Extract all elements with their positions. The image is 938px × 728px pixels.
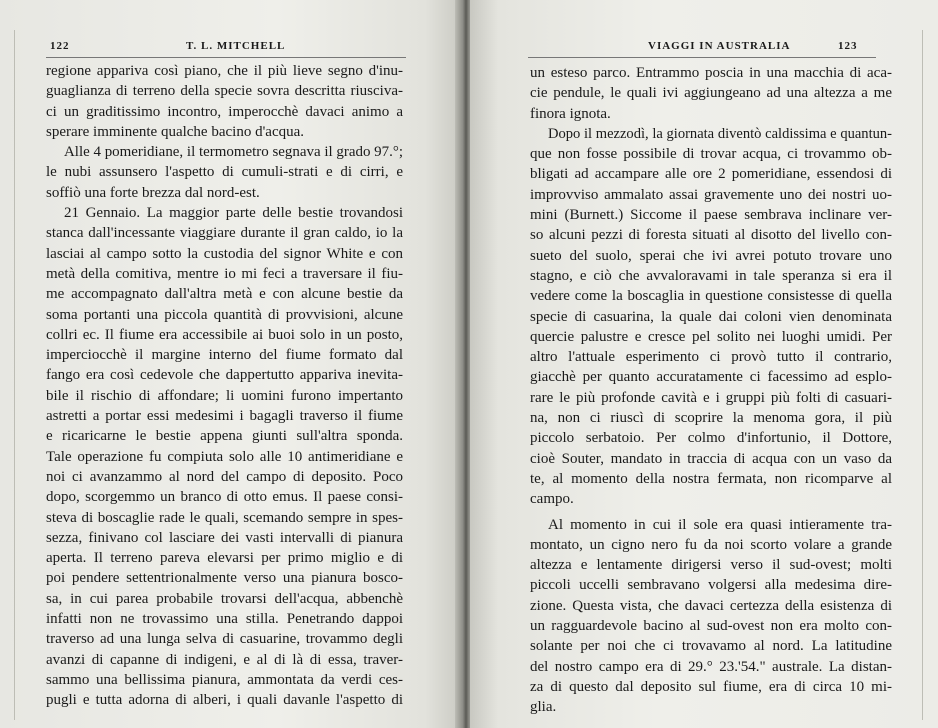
text-line: sperare imminente qualche bacino d'acqua. — [46, 123, 305, 140]
text-line: bile il rischio di affondare; li uomini furono impertanto — [46, 387, 403, 404]
text-line: stanca dall'incessante viaggiare durante il gran caldo, io la — [46, 225, 403, 242]
text-line: specie di casuarina, la quale dai coloni vien denominata — [530, 308, 892, 325]
text-line: un ragguardevole bacino al sud-ovest non era molto con- — [530, 618, 892, 635]
right-page — [470, 0, 938, 728]
right-header-title: VIAGGI IN AUSTRALIA — [648, 40, 791, 52]
left-page-text — [46, 61, 403, 711]
text-line: sammo una bellissima pianura, ammontata da verdi ces- — [46, 671, 403, 688]
text-line: cioè Souter, mandato in traccia di acqua con un vaso da — [530, 450, 892, 467]
text-line: altro l'attuale esperimento ci provò tutto il contrario, — [530, 349, 892, 366]
text-line: metà della comitiva, mentre io mi feci a traversare il fiu- — [46, 265, 403, 282]
text-line: te, al momento della nostra fermata, non ricomparve al — [530, 470, 892, 487]
text-line: me accompagnato dall'altra metà e con alcune bestie da — [46, 286, 403, 303]
left-running-head — [0, 40, 462, 58]
text-line: campo. — [530, 491, 574, 508]
text-line: Alle 4 pomeridiane, il termometro segnava il grado 97.°; — [64, 144, 404, 161]
text-line: stagno, e ciò che avvaloravami in tale speranza si era il — [530, 267, 892, 284]
text-line: quercie palustre e cresce pel solito nei luoghi umidi. Per — [530, 328, 892, 345]
text-line: solante per noi che ci trovavamo al nord. La latitudine — [530, 638, 892, 655]
text-line: improvviso ammalato assai gravemente uno dei nostri uo- — [530, 186, 892, 203]
right-page-number: 123 — [838, 40, 858, 52]
text-line: za di questo dal deposito sul fiume, era di circa 10 mi- — [530, 678, 892, 695]
text-line: mini (Burnett.) Siccome il paese sembrava inclinare ver- — [530, 207, 892, 224]
text-line: collri ec. Il fiume era accessibile ai buoi solo in un posto, — [46, 326, 403, 343]
text-line: altezza e lentamente dirigersi verso il sud-ovest; molti — [530, 557, 892, 574]
left-page-number: 122 — [50, 40, 70, 52]
text-line: bligati ad accampare alle ore 2 pomeridiane, essendosi di — [530, 166, 892, 183]
text-line: un esteso parco. Entrammo poscia in una macchia di aca- — [530, 65, 892, 81]
text-line: ci un graditissimo incontro, imperocchè davaci animo a — [46, 103, 403, 120]
left-page — [0, 0, 462, 728]
text-line: steva di boscaglie rade le quali, scemando sempre in spes- — [46, 509, 403, 526]
text-line: vedere come la boscaglia in questione consistesse di quella — [530, 288, 892, 305]
text-line: e ricaricarne le bestie appena giunti sull'altra sponda. — [46, 428, 403, 445]
text-line: noi ci avanzammo al nord del campo di deposito. Poco — [46, 468, 403, 485]
text-line: traverso ad una lunga selva di casuarine, trovammo degli — [46, 631, 403, 648]
text-line: astretti a portar essi medesimi i bagagli traverso il fiume — [46, 408, 403, 425]
text-line: soma portanti una piccola quantità di provvisioni, alcune — [46, 306, 403, 323]
text-line: Tale operazione fu compiuta solo alle 10 antimeridiane e — [46, 448, 403, 465]
text-line: regione appariva così piano, che il più lieve segno d'inu- — [46, 63, 403, 79]
text-line: cie pendule, le quali ivi aggiungeano ad una altezza a me — [530, 85, 892, 102]
right-running-head — [470, 40, 938, 58]
page-edge — [14, 30, 15, 720]
text-line: na, non ci riuscì di scoprire la menoma gora, il più — [530, 410, 892, 427]
text-line: giacchè per quanto accuratamente ci facessimo ad esplo- — [530, 369, 892, 386]
text-line: soffiò una forte brezza dal nord-est. — [46, 184, 260, 201]
text-line: poi pendere settentrionalmente verso una pianura bosco- — [46, 570, 403, 587]
text-line: Al momento in cui il sole era quasi intieramente tra- — [548, 516, 892, 533]
text-line: le nubi assunsero l'aspetto di cumuli-strati e di cirri, e — [46, 164, 403, 181]
text-line: que non fosse possibile di trovar acqua, ci trovammo ob- — [530, 146, 892, 163]
text-line: imperciocchè il margine interno del fiume formato dal — [46, 347, 403, 364]
text-line: guaglianza di terreno della specie sovra descritta riusciva- — [46, 83, 403, 100]
left-header-title: T. L. MITCHELL — [186, 40, 286, 52]
text-line: infatti non ne trovassimo una stilla. Penetrando dappoi — [46, 611, 403, 628]
text-line: pugli e tutta adorna di alberi, i quali davanle l'aspetto di — [46, 692, 403, 709]
text-line: glia. — [530, 699, 557, 716]
text-line: piccolo serbatoio. Per colmo d'infortunio, il Dottore, — [530, 430, 892, 447]
text-line: sueto del suolo, sperai che ivi avrei potuto trovare uno — [530, 247, 892, 264]
text-line: rare le più profonde cavità e i gruppi più folti di casuari- — [530, 389, 892, 406]
text-line: piccoli uccelli sembravano volgersi alla medesima dire- — [530, 577, 892, 594]
text-line: aperta. Il terreno pareva elevarsi per primo miglio e di — [46, 550, 403, 567]
text-line: sa, in cui parea probabile trovarsi dell'acqua, abbenchè — [46, 590, 403, 607]
text-line: montato, un cigno nero fu da noi scorto volare a grande — [530, 536, 892, 553]
text-line: lasciai al campo sotto la custodia del signor White e con — [46, 245, 403, 262]
text-line: zione. Questa vista, che davaci certezza della esistenza di — [530, 597, 892, 614]
text-line: finora ignota. — [530, 105, 611, 122]
text-line: dopo, scorgemmo un branco di otto emus. Il paese consi- — [46, 489, 403, 506]
header-rule — [46, 57, 406, 58]
text-line: avanzi di capanne di indigeni, e al di là di essa, traver- — [46, 651, 403, 668]
header-rule — [528, 57, 876, 58]
text-line: del nostro campo era di 29.° 23.'54." australe. La distan- — [530, 658, 892, 675]
text-line: sezza, finivano col lasciare dei vasti intervalli di pianura — [46, 529, 403, 546]
text-line: 21 Gennaio. La maggior parte delle bestie trovandosi — [64, 205, 403, 222]
text-line: so alcuni pezzi di foresta situati al disotto del livello con- — [530, 227, 892, 244]
text-line: Dopo il mezzodì, la giornata diventò caldissima e quantun- — [548, 125, 892, 142]
text-line: fango era così cedevole che dappertutto appariva inevita- — [46, 367, 403, 384]
right-page-text — [530, 63, 892, 718]
page-edge — [922, 30, 923, 720]
